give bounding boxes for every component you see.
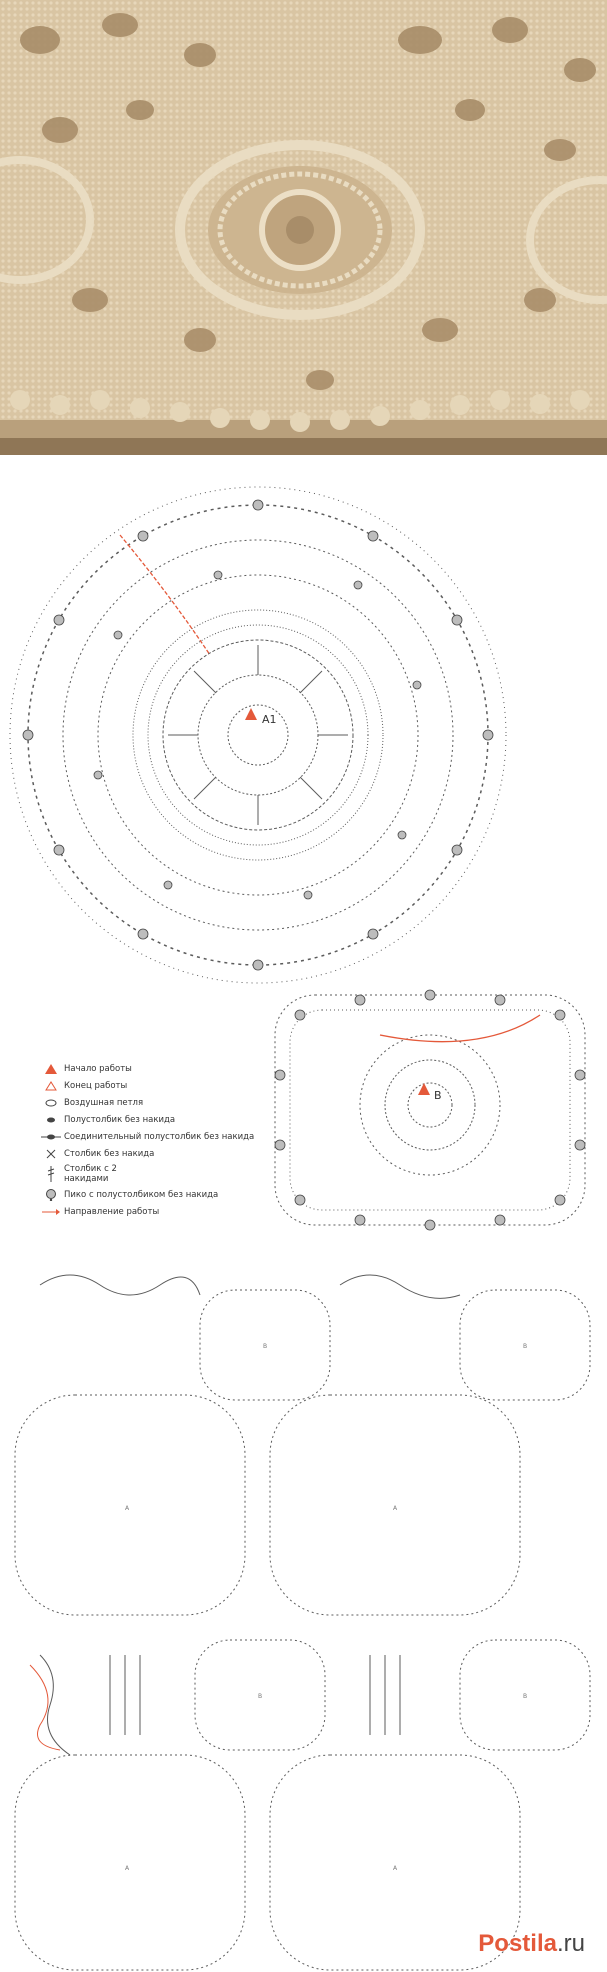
start-marker-icon [245, 708, 257, 720]
legend-row [38, 1128, 278, 1145]
chain-oval-icon [45, 1099, 57, 1107]
large-motif-picots [23, 500, 493, 970]
legend-row [38, 1162, 278, 1186]
legend-label: Конец работы [64, 1080, 128, 1091]
legend-row [38, 1077, 278, 1094]
small-motif-diagram [275, 995, 585, 1225]
large-motif-diagram [10, 487, 506, 983]
legend-row [38, 1145, 278, 1162]
postila-watermark [478, 1930, 585, 1958]
legend-label: Воздушная петля [64, 1097, 144, 1108]
symbol-legend [38, 1060, 278, 1220]
strip-label-b: B [258, 1693, 263, 1700]
strip-label-a: A [393, 1865, 398, 1872]
strip-direction-path [30, 1665, 60, 1750]
start-triangle-icon [45, 1064, 57, 1074]
strip-label-a: A [125, 1505, 130, 1512]
picot-icon [45, 1189, 57, 1201]
legend-label: Столбик с 2 накидами [64, 1164, 117, 1184]
small-motif-picots [275, 990, 585, 1230]
strip-label-b: B [263, 1343, 268, 1350]
legend-label: Столбик без накида [64, 1148, 155, 1159]
work-direction-path [120, 535, 210, 655]
legend-label: Начало работы [64, 1063, 132, 1074]
large-motif-spokes [168, 645, 348, 825]
start-marker-small-icon [418, 1083, 430, 1095]
legend-row [38, 1094, 278, 1111]
strip-label-a: A [125, 1865, 130, 1872]
strip-large-motif [15, 1755, 245, 1970]
small-motif-label: B [434, 1089, 442, 1102]
end-triangle-icon [45, 1081, 57, 1091]
watermark-name: Postila [478, 1930, 557, 1957]
strip-diagram [0, 1255, 607, 1972]
legend-label: Направление работы [64, 1206, 160, 1217]
strip-label-b: B [523, 1693, 528, 1700]
direction-arrow-icon [42, 1208, 60, 1216]
double-treble-icon [46, 1166, 56, 1182]
strip-large-motif [15, 1395, 245, 1615]
single-crochet-x-icon [46, 1149, 56, 1159]
legend-row [38, 1111, 278, 1128]
strip-diagram-svg [0, 1255, 607, 1972]
legend-label: Полустолбик без накида [64, 1114, 176, 1125]
large-motif-label: A1 [262, 713, 277, 726]
slip-stitch-dot-icon [45, 1116, 57, 1124]
joining-stitch-icon [41, 1133, 61, 1141]
small-direction-path [380, 1015, 540, 1042]
legend-row [38, 1203, 278, 1220]
strip-label-b: B [523, 1343, 528, 1350]
legend-row [38, 1060, 278, 1077]
lace-photo-image [0, 0, 607, 455]
legend-label: Пико с полустолбиком без накида [64, 1189, 219, 1200]
watermark-tld: .ru [556, 1930, 585, 1957]
legend-row [38, 1186, 278, 1203]
legend-label: Соединительный полустолбик без накида [64, 1131, 255, 1142]
lace-photo [0, 0, 607, 455]
strip-label-a: A [393, 1505, 398, 1512]
